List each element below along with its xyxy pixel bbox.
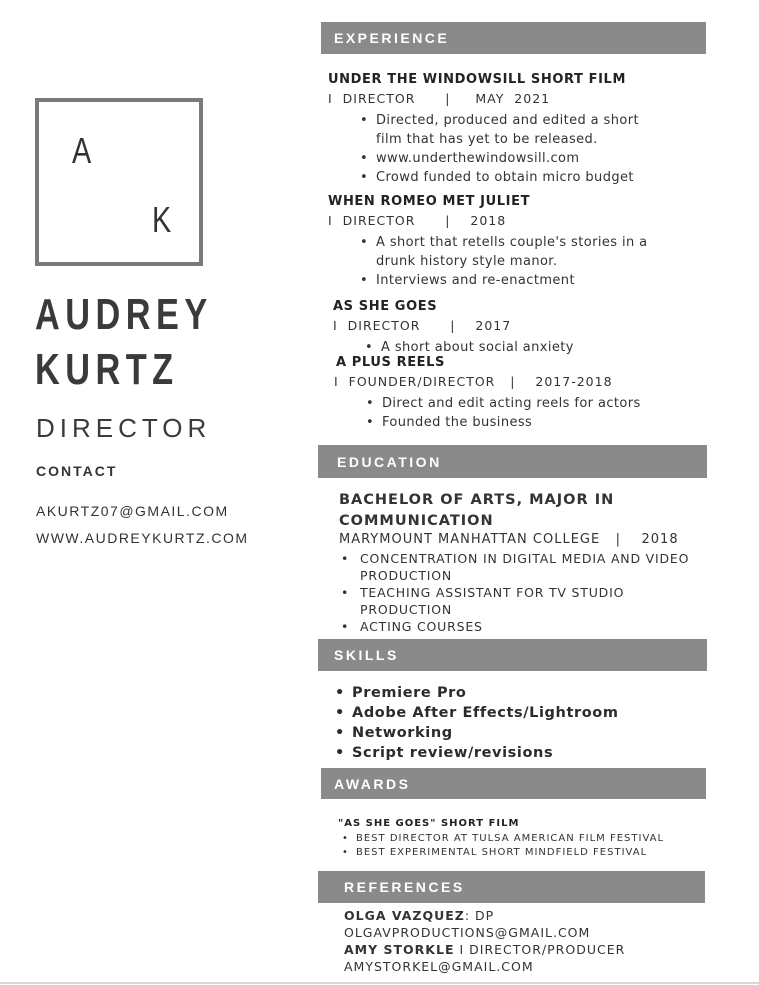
list-item: • A short about social anxiety — [363, 338, 663, 357]
list-item: • BEST DIRECTOR AT TULSA AMERICAN FILM FESTIVAL — [338, 832, 718, 846]
reference-name: OLGA VAZQUEZ — [344, 908, 465, 923]
list-item: • ACTING COURSES — [339, 618, 709, 635]
reference-role: : DP — [464, 908, 495, 923]
school-line: MARYMOUNT MANHATTAN COLLEGE | 2018 — [339, 532, 679, 547]
first-name: AUDREY — [35, 290, 213, 339]
monogram — [35, 98, 203, 266]
awards-list — [338, 832, 718, 860]
list-item: • BEST EXPERIMENTAL SHORT MINDFIELD FESTIVAL — [338, 846, 718, 860]
list-item: • Interviews and re-enactment — [358, 271, 668, 290]
page-bottom-divider — [0, 982, 759, 984]
reference-name: AMY STORKLE — [344, 942, 455, 957]
list-item: • Adobe After Effects/Lightroom — [335, 703, 695, 723]
job-role: DIRECTOR — [36, 413, 212, 443]
job-meta: I DIRECTOR | MAY 2021 — [328, 91, 551, 106]
reference-1 — [344, 908, 494, 923]
job-title: A PLUS REELS — [336, 355, 445, 370]
contact-email[interactable]: AKURTZ07@GMAIL.COM — [36, 503, 229, 519]
list-item: • Script review/revisions — [335, 743, 695, 763]
reference-2 — [344, 942, 625, 957]
skills-heading: SKILLS — [334, 647, 399, 663]
references-section-header — [318, 871, 705, 903]
skills-list — [335, 683, 695, 763]
award-title: "AS SHE GOES" SHORT FILM — [338, 818, 520, 829]
reference-email[interactable]: AMYSTORKEL@GMAIL.COM — [344, 959, 534, 974]
job-meta: I DIRECTOR | 2018 — [328, 213, 507, 228]
contact-heading: CONTACT — [36, 463, 118, 479]
list-item[interactable]: • www.underthewindowsill.com — [358, 149, 658, 168]
experience-section-header — [321, 22, 706, 54]
job-bullets — [364, 394, 664, 432]
job-meta: I FOUNDER/DIRECTOR | 2017-2018 — [334, 374, 613, 389]
awards-section-header — [321, 768, 706, 799]
job-bullets — [358, 111, 658, 187]
list-item: • Directed, produced and edited a short film that has yet to be released. — [358, 111, 658, 149]
job-meta: I DIRECTOR | 2017 — [333, 318, 512, 333]
experience-heading: EXPERIENCE — [334, 30, 450, 46]
list-item: • Direct and edit acting reels for actors — [364, 394, 664, 413]
list-item: • A short that retells couple's stories in a drunk history style manor. — [358, 233, 668, 271]
contact-website[interactable]: WWW.AUDREYKURTZ.COM — [36, 530, 249, 546]
list-item: • Networking — [335, 723, 695, 743]
job-bullets — [358, 233, 668, 290]
education-heading: EDUCATION — [337, 453, 442, 470]
reference-email[interactable]: OLGAVPRODUCTIONS@GMAIL.COM — [344, 925, 591, 940]
reference-role: I DIRECTOR/PRODUCER — [454, 942, 626, 957]
list-item: • CONCENTRATION IN DIGITAL MEDIA AND VIDEO PRODUCTION — [339, 550, 709, 584]
skills-section-header — [318, 639, 707, 671]
list-item: • TEACHING ASSISTANT FOR TV STUDIO PRODUCTION — [339, 584, 709, 618]
list-item: • Premiere Pro — [335, 683, 695, 703]
monogram-letter-k: K — [152, 199, 172, 240]
degree-title: BACHELOR OF ARTS, MAJOR IN COMMUNICATION — [339, 492, 615, 529]
job-title: WHEN ROMEO MET JULIET — [328, 194, 531, 209]
education-section-header — [318, 445, 707, 478]
job-title: AS SHE GOES — [333, 299, 438, 314]
references-heading: REFERENCES — [344, 879, 465, 895]
list-item: • Founded the business — [364, 413, 664, 432]
monogram-letter-a: A — [72, 130, 92, 171]
last-name: KURTZ — [35, 345, 179, 394]
awards-heading: AWARDS — [334, 775, 411, 792]
education-bullets — [339, 550, 709, 635]
list-item: • Crowd funded to obtain micro budget — [358, 168, 658, 187]
job-title: UNDER THE WINDOWSILL SHORT FILM — [328, 72, 626, 87]
